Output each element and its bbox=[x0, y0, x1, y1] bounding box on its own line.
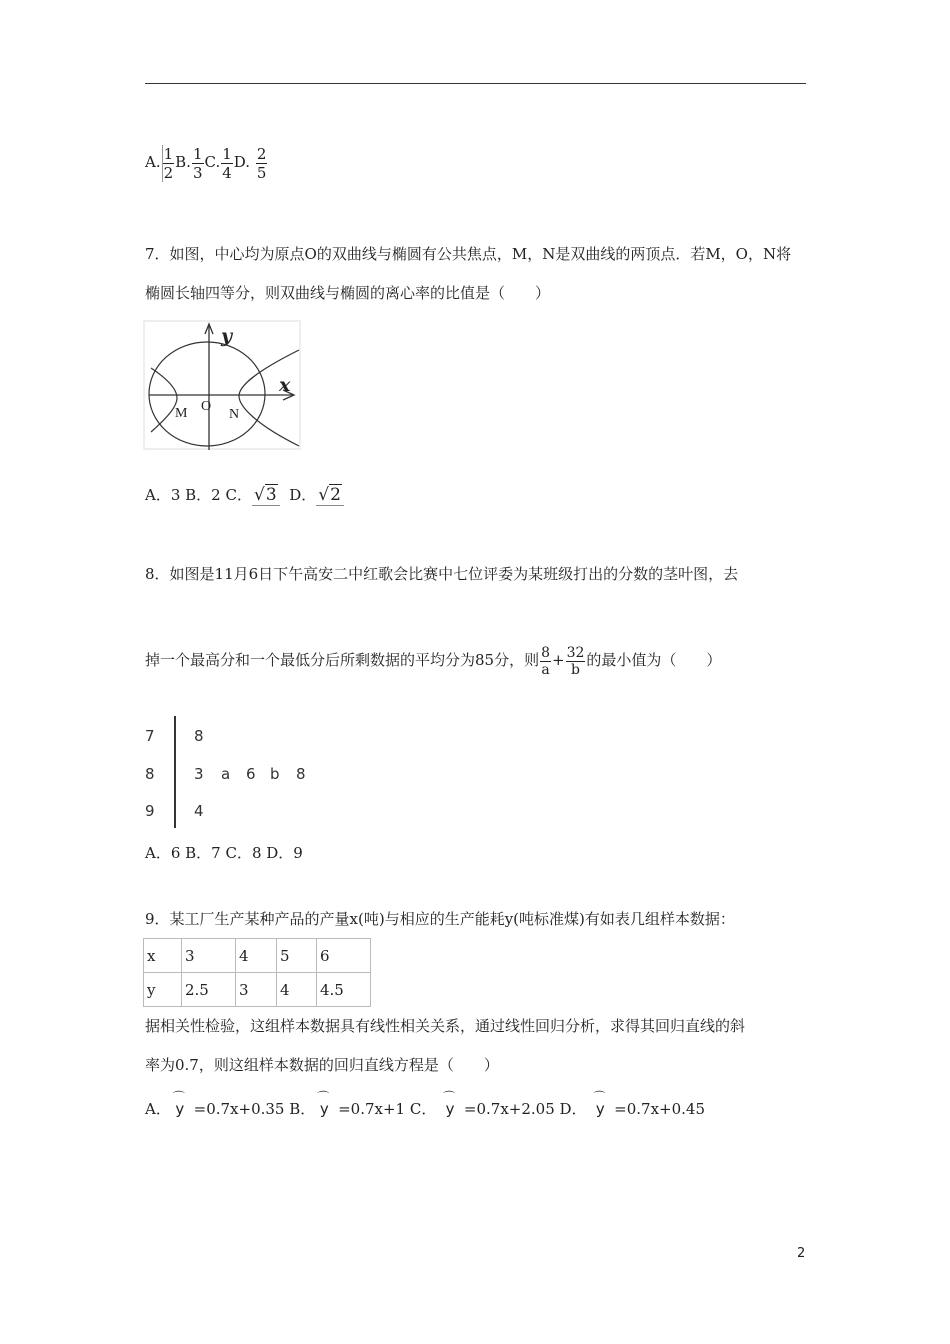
q9-option-c-equation: =0.7x+2.05 bbox=[463, 1100, 555, 1118]
q9-option-d-equation: =0.7x+0.45 bbox=[614, 1100, 705, 1118]
point-n-label: N bbox=[229, 407, 240, 422]
stem-leaf-stem-9: 9 bbox=[145, 802, 155, 820]
sqrt-radicand: 2 bbox=[330, 485, 341, 505]
q9-text-line1: 9．某工厂生产某种产品的产量x(吨)与相应的生产能耗y(吨标准煤)有如表几组样本数据： bbox=[145, 910, 735, 928]
q9-options bbox=[145, 1096, 705, 1122]
q9-option-a-label: A． bbox=[145, 1100, 171, 1118]
q9-option-b-label: B． bbox=[289, 1100, 316, 1118]
fraction-denominator: 2 bbox=[163, 163, 174, 182]
q8-text-line2-pre: 掉一个最高分和一个最低分后所剩数据的平均分为85分，则 bbox=[145, 651, 540, 669]
table-cell: 3 bbox=[182, 939, 236, 973]
table-cell: 5 bbox=[277, 939, 317, 973]
stem-leaf-leaf: 4 bbox=[194, 802, 204, 820]
q7-text-line1: 7．如图，中心均为原点O的双曲线与椭圆有公共焦点，M，N是双曲线的两顶点．若M，O，N将 bbox=[145, 245, 792, 263]
y-hat-symbol: ⌒ y bbox=[171, 1096, 189, 1122]
q7-options bbox=[145, 484, 344, 506]
fraction-denominator: 4 bbox=[222, 163, 232, 182]
q6-option-b-fraction bbox=[192, 145, 204, 182]
fraction-denominator: a bbox=[541, 661, 550, 678]
stem-leaf-stem-8: 8 bbox=[145, 765, 155, 783]
fraction-numerator: 8 bbox=[541, 644, 551, 661]
stem-leaf-leaf: 6 bbox=[246, 765, 256, 783]
point-m-label: M bbox=[175, 406, 188, 421]
hyperbola-right-branch bbox=[239, 350, 299, 446]
q6-option-b-label: B. bbox=[175, 153, 191, 171]
fraction-denominator: 5 bbox=[256, 163, 267, 182]
x-axis-label: x bbox=[279, 374, 291, 396]
table-cell: 4 bbox=[236, 939, 277, 973]
stem-leaf-leaf: 3 bbox=[194, 765, 204, 783]
page-number: 2 bbox=[797, 1246, 806, 1261]
hyperbola-left-branch bbox=[151, 368, 177, 432]
q6-option-c-label: C. bbox=[204, 153, 221, 171]
q9-text-line2: 据相关性检验，这组样本数据具有线性相关关系，通过线性回归分析，求得其回归直线的斜 bbox=[145, 1017, 746, 1035]
q9-option-c-label: C． bbox=[409, 1100, 437, 1118]
q8-text-line2 bbox=[145, 638, 721, 682]
q6-option-a-label: A. bbox=[145, 153, 161, 171]
table-cell: 2.5 bbox=[182, 973, 236, 1007]
stem-leaf-leaf: 8 bbox=[296, 765, 306, 783]
q7-option-d-sqrt: √2 bbox=[316, 484, 344, 506]
table-row-x bbox=[144, 939, 371, 973]
stem-leaf-leaf: b bbox=[270, 765, 280, 783]
header-rule bbox=[145, 83, 806, 84]
q9-option-a-equation: =0.7x+0.35 bbox=[193, 1100, 285, 1118]
q8-fraction-8-over-a bbox=[540, 645, 551, 678]
plus-sign: + bbox=[552, 651, 565, 669]
table-row-y bbox=[144, 973, 371, 1007]
q7-ellipse-hyperbola-figure bbox=[143, 320, 303, 452]
stem-leaf-leaf: 8 bbox=[194, 727, 204, 745]
table-cell: x bbox=[144, 939, 182, 973]
fraction-denominator: 3 bbox=[192, 163, 203, 182]
fraction-numerator: 1 bbox=[163, 144, 174, 163]
y-axis-label: y bbox=[221, 325, 233, 347]
q8-text-line1: 8．如图是11月6日下午高安二中红歌会比赛中七位评委为某班级打出的分数的茎叶图，去 bbox=[145, 565, 739, 583]
q6-option-a-fraction bbox=[162, 145, 175, 182]
y-hat-symbol: ⌒ y bbox=[591, 1096, 609, 1122]
table-cell: 4 bbox=[277, 973, 317, 1007]
stem-leaf-stem-7: 7 bbox=[145, 727, 155, 745]
q8-fraction-32-over-b bbox=[566, 645, 586, 678]
fraction-numerator: 1 bbox=[192, 144, 203, 163]
q9-text-line3: 率为0.7，则这组样本数据的回归直线方程是（ ） bbox=[145, 1056, 499, 1074]
stem-leaf-leaf: a bbox=[221, 765, 231, 783]
q7-text-line2: 椭圆长轴四等分，则双曲线与椭圆的离心率的比值是（ ） bbox=[145, 284, 551, 302]
q6-options bbox=[145, 142, 268, 182]
fraction-denominator: b bbox=[571, 661, 580, 678]
q9-data-table bbox=[143, 938, 371, 1007]
table-cell: 4.5 bbox=[317, 973, 371, 1007]
q8-options: A．6 B．7 C．8 D．9 bbox=[145, 844, 303, 862]
y-hat-symbol: ⌒ y bbox=[441, 1096, 459, 1122]
stem-leaf-divider bbox=[174, 716, 176, 828]
sqrt-radicand: 3 bbox=[265, 485, 277, 505]
ellipse-curve bbox=[149, 342, 265, 446]
q9-option-d-label: D． bbox=[559, 1100, 587, 1118]
table-cell: 3 bbox=[236, 973, 277, 1007]
q7-option-d-label: D． bbox=[289, 486, 317, 504]
q6-option-d-label: D. bbox=[233, 153, 251, 171]
table-cell: y bbox=[144, 973, 182, 1007]
q6-option-c-fraction bbox=[221, 145, 233, 182]
y-hat-symbol: ⌒ y bbox=[315, 1096, 333, 1122]
q6-option-d-fraction bbox=[256, 145, 268, 182]
fraction-numerator: 32 bbox=[566, 644, 585, 661]
q7-option-c-sqrt: √3 bbox=[252, 484, 280, 506]
table-cell: 6 bbox=[317, 939, 371, 973]
q9-option-b-equation: =0.7x+1 bbox=[338, 1100, 406, 1118]
fraction-numerator: 2 bbox=[256, 144, 267, 163]
q8-text-line2-post: 的最小值为（ ） bbox=[586, 651, 722, 669]
q7-options-prefix: A．3 B．2 C． bbox=[145, 486, 252, 504]
fraction-numerator: 1 bbox=[222, 144, 232, 163]
point-o-label: O bbox=[201, 399, 212, 414]
